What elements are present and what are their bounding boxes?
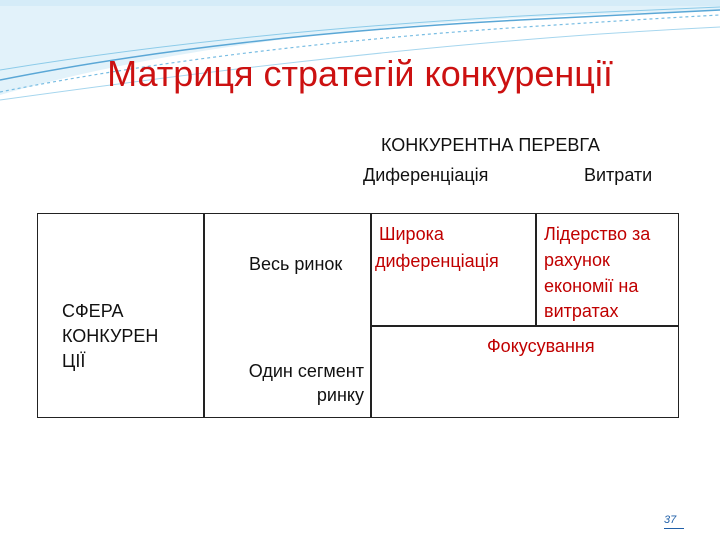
slide-title: Матриця стратегій конкуренції — [107, 53, 613, 94]
cell-cost-leadership-line4: витратах — [544, 301, 619, 321]
cell-focus: Фокусування — [487, 336, 595, 356]
row-label-whole-market: Весь ринок — [249, 254, 343, 274]
cell-cost-leadership-line1: Лідерство за — [544, 224, 651, 244]
divider-rows — [370, 325, 679, 327]
header-differentiation: Диференціація — [363, 165, 489, 185]
divider-strategy-columns — [535, 213, 537, 325]
row-header-line1: СФЕРА — [62, 301, 124, 321]
divider-row-header — [203, 213, 205, 418]
row-header-line3: ЦІЇ — [62, 351, 86, 371]
page-number: 37 — [664, 514, 677, 526]
header-competitive-advantage: КОНКУРЕНТНА ПЕРЕВГА — [381, 135, 600, 155]
header-costs: Витрати — [584, 165, 653, 185]
row-label-segment-line1: Один сегмент — [248, 361, 364, 381]
cell-broad-differentiation-line2: диференціація — [375, 251, 499, 271]
page-number-underline — [664, 528, 684, 529]
row-label-segment-line2: ринку — [316, 385, 364, 405]
cell-cost-leadership-line2: рахунок — [544, 250, 610, 270]
cell-broad-differentiation-line1: Широка — [379, 224, 444, 244]
divider-row-labels — [370, 213, 372, 418]
row-header-line2: КОНКУРЕН — [62, 326, 159, 346]
cell-cost-leadership-line3: економії на — [544, 276, 639, 296]
